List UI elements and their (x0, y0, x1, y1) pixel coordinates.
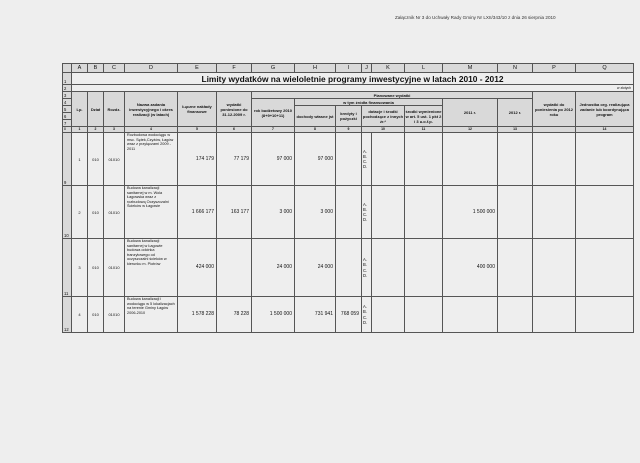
index-cell: 10 (362, 127, 405, 133)
cell-rok: 3 000 (252, 186, 295, 239)
row-number: 7 (63, 120, 72, 127)
cell-nazwa: Budowa kanalizacji sanitarnej w Łagowie budowa odcinka tranzytowego od oczyszczalni ścieków w kierunku m. Piotrów (125, 239, 178, 297)
row-number: 11 (63, 239, 72, 297)
col-letter: K (372, 64, 405, 73)
row-number: 3 (63, 92, 72, 99)
cell-dochody: 3 000 (295, 186, 336, 239)
header-2011: 2011 r. (443, 99, 498, 127)
table-title: Limity wydatków na wieloletnie programy inwestycyjne w latach 2010 - 2012 (72, 73, 634, 85)
col-letter: A (72, 64, 88, 73)
cell-wymienione (405, 186, 443, 239)
cell-poniesione: 77 179 (217, 133, 252, 186)
col-letter: P (533, 64, 576, 73)
cell-po2012 (533, 133, 576, 186)
cell-laczne: 1 578 228 (178, 297, 217, 333)
index-cell: 2 (88, 127, 104, 133)
cell-kredyty (336, 239, 362, 297)
cell-dotacje (372, 239, 405, 297)
index-cell: 1 (72, 127, 88, 133)
table-row (63, 297, 634, 333)
cell-po2012 (533, 297, 576, 333)
cell-lp: 4 (72, 297, 88, 333)
budget-sheet (62, 63, 634, 333)
cell-lp: 1 (72, 133, 88, 186)
header-lp: Lp. (72, 92, 88, 127)
index-cell: 13 (498, 127, 533, 133)
header-w-tym: w tym źródła finansowania (295, 99, 443, 106)
cell-dzial: 010 (88, 186, 104, 239)
cell-jednostka (576, 297, 634, 333)
cell-rozdz: 01010 (104, 133, 125, 186)
column-letters-row (63, 64, 634, 73)
header-planowane: Planowane wydatki (252, 92, 533, 99)
cell-poniesione: 163 177 (217, 186, 252, 239)
cell-rozdz: 01010 (104, 239, 125, 297)
row-number: 4 (63, 99, 72, 106)
row-number: 2 (63, 85, 72, 92)
cell-wymienione (405, 133, 443, 186)
cell-rok: 97 000 (252, 133, 295, 186)
header-rozdz: Rozdz. (104, 92, 125, 127)
col-letter: I (336, 64, 362, 73)
cell-rok: 24 000 (252, 239, 295, 297)
index-cell: 7 (252, 127, 295, 133)
row-number: 8 (63, 127, 72, 133)
row-number: 6 (63, 113, 72, 120)
cell-abcd: A. B. C. D. (362, 239, 372, 297)
cell-poniesione: 78 228 (217, 297, 252, 333)
cell-rozdz: 01010 (104, 186, 125, 239)
cell-dochody: 97 000 (295, 133, 336, 186)
cell-lp: 2 (72, 186, 88, 239)
cell-po2012 (533, 239, 576, 297)
page-header: Załącznik Nr 3 do Uchwały Rady Gminy Nr LXII/343/10 z dnia 26 sierpnia 2010 (395, 15, 556, 20)
index-cell: 12 (443, 127, 498, 133)
cell-laczne: 174 179 (178, 133, 217, 186)
cell-poniesione (217, 239, 252, 297)
cell-rozdz: 01010 (104, 297, 125, 333)
cell-kredyty: 768 059 (336, 297, 362, 333)
cell-2012 (498, 133, 533, 186)
header-nazwa: Nazwa zadania inwestycyjnego i okres realizacji (w latach) (125, 92, 178, 127)
cell-dotacje (372, 186, 405, 239)
cell-nazwa: Rozbudowa wodociągu w msc. Sętek,Czyżów, Łagów wraz z przyłączami 2009 - 2011 (125, 133, 178, 186)
header-dochody: dochody własne jst (295, 106, 336, 127)
cell-2012 (498, 239, 533, 297)
unit-label: w złotych (72, 85, 634, 92)
cell-jednostka (576, 133, 634, 186)
cell-rok: 1 500 000 (252, 297, 295, 333)
col-letter: G (252, 64, 295, 73)
cell-po2012 (533, 186, 576, 239)
cell-2011: 1 500 000 (443, 186, 498, 239)
cell-dzial: 010 (88, 297, 104, 333)
cell-wymienione (405, 239, 443, 297)
index-cell: 9 (336, 127, 362, 133)
cell-jednostka (576, 186, 634, 239)
header-dotacje: dotacje i środki pochodzące z innych źr.* (362, 106, 405, 127)
col-letter: J (362, 64, 372, 73)
row-number: 5 (63, 106, 72, 113)
col-letter: N (498, 64, 533, 73)
col-letter: Q (576, 64, 634, 73)
index-cell: 6 (217, 127, 252, 133)
cell-laczne: 1 666 177 (178, 186, 217, 239)
cell-nazwa: Budowa kanalizacji i wodociągu w 5 lokalizacjach na terenie Gminy Łagów 2006-2010 (125, 297, 178, 333)
index-cell: 4 (125, 127, 178, 133)
col-letter: F (217, 64, 252, 73)
index-cell: 3 (104, 127, 125, 133)
cell-dochody: 24 000 (295, 239, 336, 297)
col-letter: B (88, 64, 104, 73)
table-row (63, 186, 634, 239)
cell-2011 (443, 297, 498, 333)
cell-abcd: A. B. C. D. (362, 186, 372, 239)
col-letter: H (295, 64, 336, 73)
col-letter: E (178, 64, 217, 73)
cell-2012 (498, 186, 533, 239)
cell-wymienione (405, 297, 443, 333)
header-jednostka: Jednostka org. realizująca zadanie lub koordynująca program (576, 92, 634, 127)
col-letter: C (104, 64, 125, 73)
index-cell: 11 (405, 127, 443, 133)
cell-abcd: A. B. C. D. (362, 133, 372, 186)
index-cell: 8 (295, 127, 336, 133)
index-cell: 14 (576, 127, 634, 133)
header-2012: 2012 r. (498, 99, 533, 127)
cell-dzial: 010 (88, 239, 104, 297)
header-laczne: Łączne nakłady finansowe (178, 92, 217, 127)
row-number: 12 (63, 297, 72, 333)
cell-jednostka (576, 239, 634, 297)
cell-dotacje (372, 133, 405, 186)
header-dzial: Dział (88, 92, 104, 127)
header-wymienione: środki wymienione w art. 5 ust. 1 pkt 2 i 3 u.o.f.p. (405, 106, 443, 127)
table-row (63, 239, 634, 297)
cell-dotacje (372, 297, 405, 333)
row-number: 9 (63, 133, 72, 186)
cell-laczne: 424 000 (178, 239, 217, 297)
col-letter: D (125, 64, 178, 73)
col-letter: M (443, 64, 498, 73)
table-row (63, 133, 634, 186)
header-poniesione: wydatki poniesione do 31.12.2009 r. (217, 92, 252, 127)
cell-dzial: 010 (88, 133, 104, 186)
cell-2012 (498, 297, 533, 333)
cell-dochody: 731 941 (295, 297, 336, 333)
row-number: 10 (63, 186, 72, 239)
index-cell: 5 (178, 127, 217, 133)
header-po2012: wydatki do poniesienia po 2012 roku (533, 92, 576, 127)
cell-abcd: A. B. C. D. (362, 297, 372, 333)
cell-kredyty (336, 186, 362, 239)
cell-nazwa: Budowa kanalizacji sanitarnej w m. Wola Łagowska wraz z rozbudową Oczyszczalni Ścieków w Łagowie (125, 186, 178, 239)
row-number: 1 (63, 73, 72, 85)
cell-2011: 400 000 (443, 239, 498, 297)
header-rok: rok budżetowy 2010 (8+9+10+11) (252, 99, 295, 127)
corner-cell (63, 64, 72, 73)
header-kredyty: kredyty i pożyczki (336, 106, 362, 127)
cell-kredyty (336, 133, 362, 186)
cell-2011 (443, 133, 498, 186)
cell-lp: 3 (72, 239, 88, 297)
col-letter: L (405, 64, 443, 73)
